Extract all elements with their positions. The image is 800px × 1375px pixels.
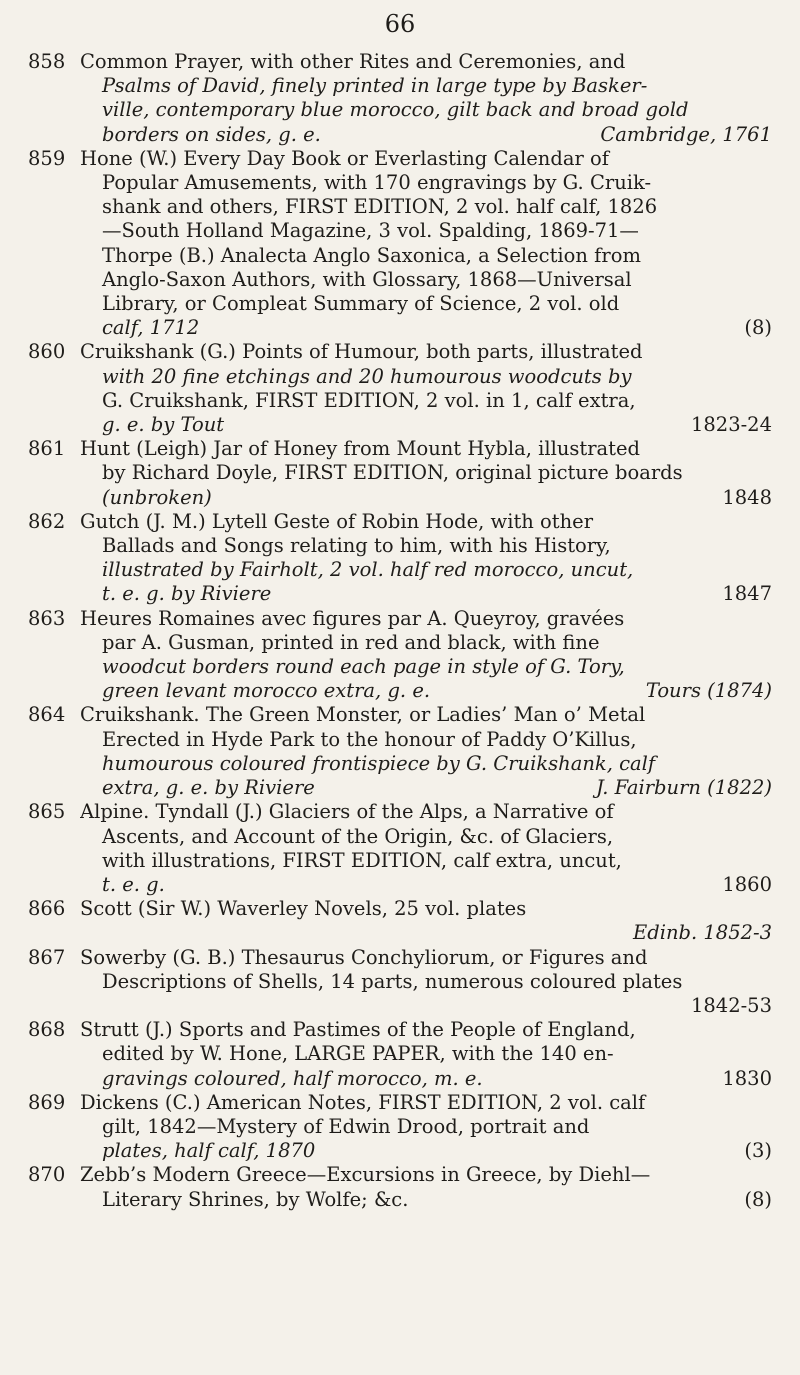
lot-text-line: Zebb’s Modern Greece—Excursions in Greece, by Diehl— (80, 1163, 651, 1187)
lot-number: 870 (28, 1163, 66, 1187)
lot-text-line: Thorpe (B.) Analecta Anglo Saxonica, a Selection from (102, 243, 641, 267)
lot-number: 868 (28, 1018, 66, 1042)
lot-entry (28, 1163, 772, 1211)
lot-text-line: ville, contemporary blue morocco, gilt back and broad gold (102, 98, 689, 122)
lot-text-line: Heures Romaines avec figures par A. Queyroy, gravées (80, 606, 625, 630)
lot-text-line: Hone (W.) Every Day Book or Everlasting Calendar of (80, 146, 609, 170)
lot-text-line: Strutt (J.) Sports and Pastimes of the People of England, (80, 1018, 636, 1042)
lot-text-line: with illustrations, FIRST EDITION, calf extra, uncut, (102, 848, 622, 872)
lot-text-line: par A. Gusman, printed in red and black, with fine (102, 630, 600, 654)
lot-text-line: gilt, 1842—Mystery of Edwin Drood, portrait and (102, 1114, 590, 1138)
lot-text-line: borders on sides, g. e. (102, 122, 321, 146)
lot-text-line: gravings coloured, half morocco, m. e. (102, 1066, 483, 1090)
lot-date: 1823-24 (690, 413, 772, 437)
lot-entry (28, 147, 772, 341)
lot-entry (28, 897, 772, 945)
lot-text-line: Cruikshank (G.) Points of Humour, both parts, illustrated (80, 340, 643, 364)
lot-date: 1847 (722, 582, 772, 606)
lot-text-line: Erected in Hyde Park to the honour of Paddy O’Killus, (102, 727, 637, 751)
lot-text-line: Sowerby (G. B.) Thesaurus Conchyliorum, or Figures and (80, 945, 648, 969)
lot-text-line: plates, half calf, 1870 (102, 1139, 316, 1163)
lot-entry (28, 340, 772, 437)
lot-entry (28, 1018, 772, 1091)
lot-text-line: woodcut borders round each page in style of G. Tory, (102, 655, 625, 679)
lot-text-line: shank and others, FIRST EDITION, 2 vol. half calf, 1826 (102, 195, 658, 219)
lot-text-line: t. e. g. by Riviere (102, 582, 272, 606)
lot-text-line: Library, or Compleat Summary of Science, 2 vol. old (102, 292, 620, 316)
lot-entry (28, 50, 772, 147)
lot-text-line: Ascents, and Account of the Origin, &c. of Glaciers, (102, 824, 614, 848)
lot-text-line: Scott (Sir W.) Waverley Novels, 25 vol. plates (80, 897, 527, 921)
lot-text-line: by Richard Doyle, FIRST EDITION, original picture boards (102, 461, 683, 485)
lot-imprint: J. Fairburn (1822) (595, 776, 772, 800)
lot-entry (28, 437, 772, 510)
lot-text-line: Gutch (J. M.) Lytell Geste of Robin Hode, with other (80, 509, 594, 533)
lot-imprint: Tours (1874) (645, 679, 772, 703)
lot-text-line: edited by W. Hone, LARGE PAPER, with the 140 en- (102, 1042, 614, 1066)
lot-entry (28, 800, 772, 897)
lot-text-line: Popular Amusements, with 170 engravings by G. Cruik- (102, 171, 652, 195)
lot-count: (8) (744, 316, 772, 340)
lot-count: (3) (744, 1139, 772, 1163)
lot-text-line: —South Holland Magazine, 3 vol. Spalding, 1869-71— (102, 219, 639, 243)
lot-entry (28, 510, 772, 607)
lot-imprint: Edinb. 1852-3 (632, 921, 772, 945)
lot-text-line: Ballads and Songs relating to him, with his History, (102, 534, 611, 558)
lot-number: 859 (28, 146, 66, 170)
lot-text-line: Descriptions of Shells, 14 parts, numerous coloured plates (102, 969, 683, 993)
lot-text-line: Literary Shrines, by Wolfe; &c. (102, 1187, 409, 1211)
lot-count: (8) (744, 1187, 772, 1211)
lot-entry (28, 607, 772, 704)
lot-text-line: green levant morocco extra, g. e. (102, 679, 431, 703)
lot-text-line: (unbroken) (102, 485, 212, 509)
lot-number: 863 (28, 606, 66, 630)
lot-imprint: Cambridge, 1761 (600, 122, 772, 146)
lot-text-line: t. e. g. (102, 872, 165, 896)
lot-text-line: G. Cruikshank, FIRST EDITION, 2 vol. in 1, calf extra, (102, 388, 636, 412)
lot-text-line: Dickens (C.) American Notes, FIRST EDITION, 2 vol. calf (80, 1090, 646, 1114)
lot-number: 858 (28, 50, 66, 73)
lot-number: 861 (28, 437, 66, 461)
lot-entry (28, 703, 772, 800)
lot-text-line: humourous coloured frontispiece by G. Cruikshank, calf (102, 751, 656, 775)
lot-date: 1842-53 (690, 993, 772, 1017)
lot-number: 867 (28, 945, 66, 969)
lot-text-line: extra, g. e. by Riviere (102, 776, 315, 800)
lot-number: 869 (28, 1090, 66, 1114)
lot-number: 865 (28, 800, 66, 824)
lot-number: 864 (28, 703, 66, 727)
lot-text-line: illustrated by Fairholt, 2 vol. half red morocco, uncut, (102, 558, 634, 582)
lot-text-line: with 20 fine etchings and 20 humourous woodcuts by (102, 364, 632, 388)
lot-text-line: Cruikshank. The Green Monster, or Ladies’ Man o’ Metal (80, 703, 646, 727)
lot-text-line: Psalms of David, finely printed in large type by Basker- (102, 74, 648, 98)
lot-text-line: g. e. by Tout (102, 413, 225, 437)
lot-text-line: Anglo-Saxon Authors, with Glossary, 1868—Universal (102, 267, 632, 291)
lot-date: 1860 (722, 872, 772, 896)
lot-number: 860 (28, 340, 66, 364)
lot-text-line: Alpine. Tyndall (J.) Glaciers of the Alps, a Narrative of (80, 800, 614, 824)
lot-text-line: Common Prayer, with other Rites and Ceremonies, and (80, 50, 626, 73)
lot-date: 1830 (722, 1066, 772, 1090)
lot-entry (28, 1091, 772, 1164)
lot-text-line: calf, 1712 (102, 316, 200, 340)
lot-text-line: Hunt (Leigh) Jar of Honey from Mount Hybla, illustrated (80, 437, 641, 461)
lot-number: 862 (28, 509, 66, 533)
lot-list (28, 50, 772, 1212)
lot-date: 1848 (722, 485, 772, 509)
lot-entry (28, 946, 772, 1019)
page-number: 66 (384, 10, 416, 38)
lot-number: 866 (28, 897, 66, 921)
